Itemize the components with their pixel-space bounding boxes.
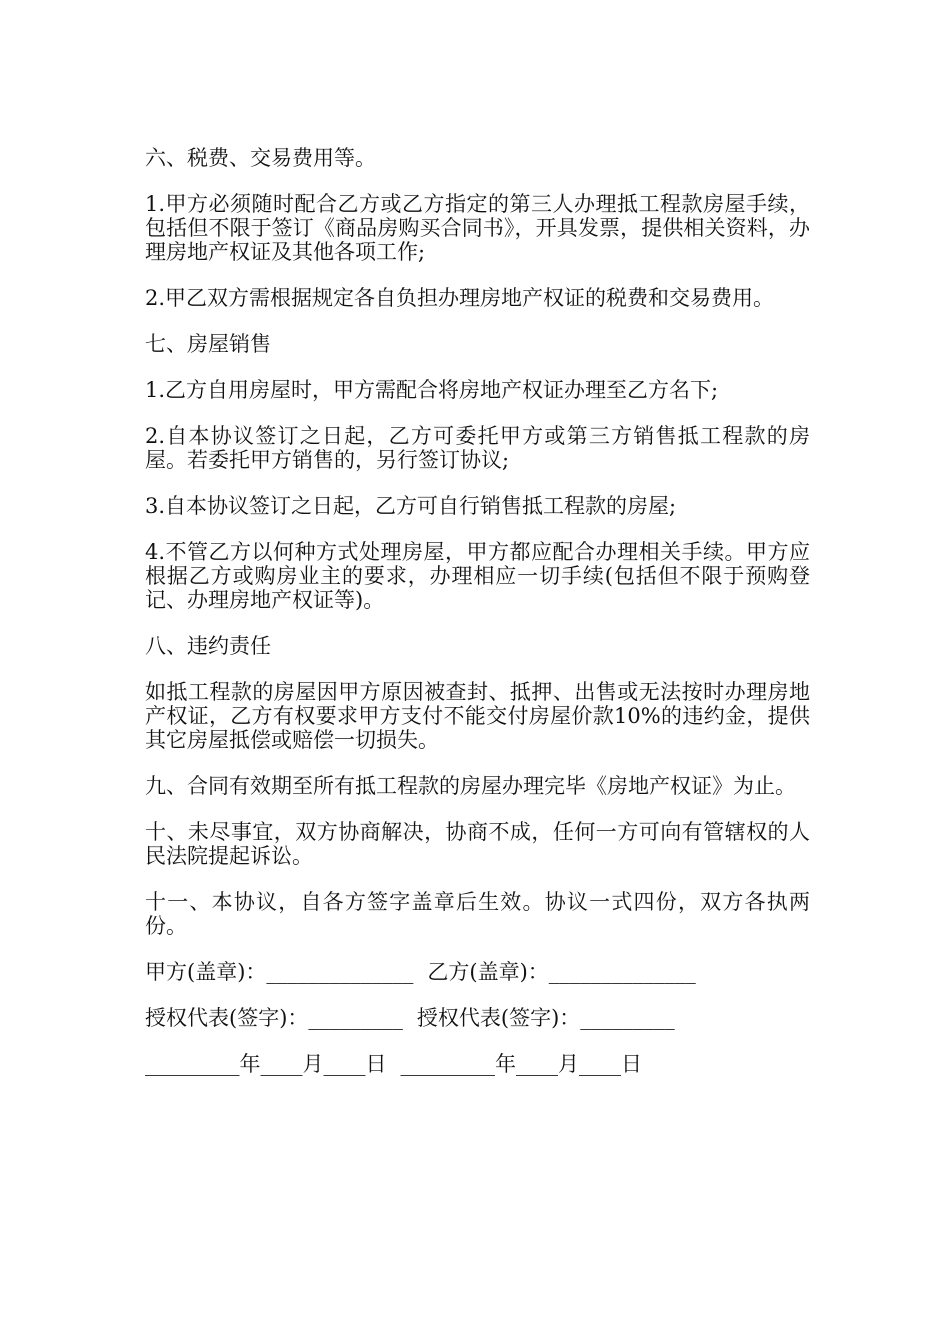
clause-paragraph: 2.自本协议签订之日起，乙方可委托甲方或第三方销售抵工程款的房屋。若委托甲方销售的，另行签订协议; xyxy=(145,424,810,472)
clause-paragraph: 十、未尽事宜，双方协商解决，协商不成，任何一方可向有管辖权的人民法院提起诉讼。 xyxy=(145,820,810,868)
party-a-representative-field: 授权代表(签字)：_________ xyxy=(145,1006,403,1030)
document-body xyxy=(145,146,810,1098)
clause-paragraph: 九、合同有效期至所有抵工程款的房屋办理完毕《房地产权证》为止。 xyxy=(145,774,796,798)
signature-row-representative xyxy=(145,1006,810,1030)
clause-paragraph: 1.乙方自用房屋时，甲方需配合将房地产权证办理至乙方名下; xyxy=(145,378,719,402)
clause-paragraph: 2.甲乙双方需根据规定各自负担办理房地产权证的税费和交易费用。 xyxy=(145,286,775,310)
party-b-date-field: _________年____月____日 xyxy=(400,1052,642,1076)
clause-paragraph: 4.不管乙方以何种方式处理房屋，甲方都应配合办理相关手续。甲方应根据乙方或购房业主的要求，办理相应一切手续(包括但不限于预购登记、办理房地产权证等)。 xyxy=(145,540,810,612)
clause-paragraph: 十一、本协议，自各方签字盖章后生效。协议一式四份，双方各执两份。 xyxy=(145,890,810,938)
party-a-date-field: _________年____月____日 xyxy=(145,1052,387,1076)
signature-row-seal xyxy=(145,960,810,984)
party-b-seal-field: 乙方(盖章)：______________ xyxy=(427,960,696,984)
party-a-seal-field: 甲方(盖章)：______________ xyxy=(145,960,414,984)
section-heading-breach: 八、违约责任 xyxy=(145,634,271,658)
clause-paragraph: 3.自本协议签订之日起，乙方可自行销售抵工程款的房屋; xyxy=(145,494,677,518)
signature-row-date xyxy=(145,1052,810,1076)
clause-paragraph: 1.甲方必须随时配合乙方或乙方指定的第三人办理抵工程款房屋手续，包括但不限于签订《商品房购买合同书》，开具发票，提供相关资料，办理房地产权证及其他各项工作; xyxy=(145,192,810,264)
clause-paragraph: 如抵工程款的房屋因甲方原因被查封、抵押、出售或无法按时办理房地产权证，乙方有权要求甲方支付不能交付房屋价款10%的违约金，提供其它房屋抵偿或赔偿一切损失。 xyxy=(145,680,810,752)
section-heading-sales: 七、房屋销售 xyxy=(145,332,271,356)
section-heading-taxes: 六、税费、交易费用等。 xyxy=(145,146,376,170)
party-b-representative-field: 授权代表(签字)：_________ xyxy=(416,1006,675,1030)
